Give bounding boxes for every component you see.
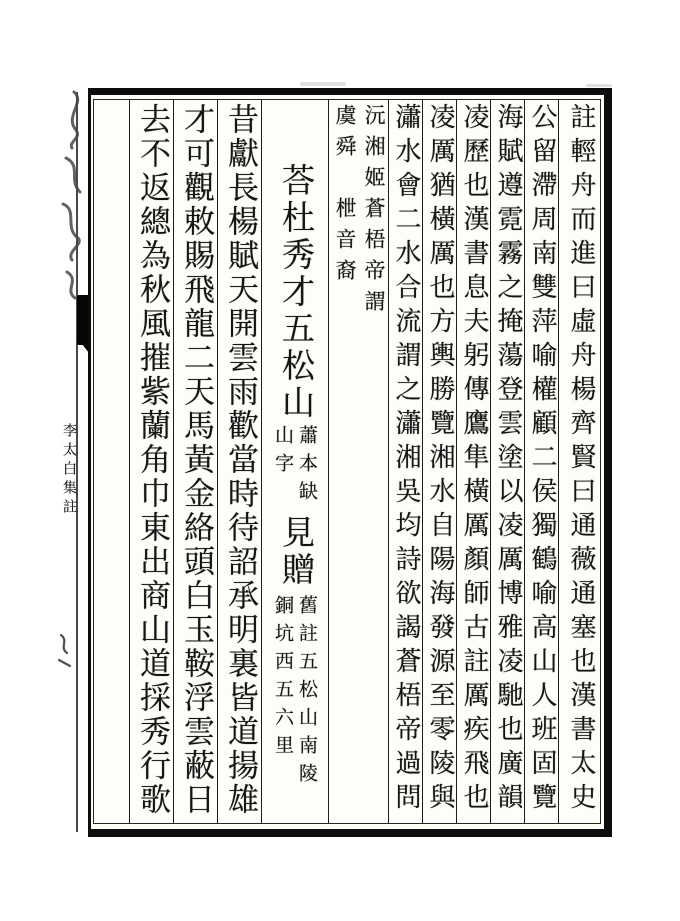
- page-frame: [88, 88, 612, 837]
- column-annotation-3: 海賦遵霓霧之掩蕩登雲塗以凌厲博雅凌馳也廣韻: [491, 100, 525, 823]
- note-line: 蕭本缺: [296, 425, 318, 509]
- column-annotation-2: 公留滯周南雙萍喻權顧二侯獨鶴喻高山人班固覽: [525, 100, 559, 823]
- scan-smudge: [300, 82, 346, 86]
- inline-note: [271, 425, 319, 509]
- poem-title-text: 荅杜秀才五松山: [277, 163, 316, 422]
- column-verse-3: 去不返總為秋風摧紫蘭角巾東出商山道採秀行歌: [130, 100, 174, 823]
- note-line: 山字: [272, 425, 294, 481]
- column-annotation-5: 凌厲猶橫厲也方輿勝覽湘水自陽海發源至零陵與: [423, 100, 457, 823]
- collation-mark: [56, 632, 76, 672]
- spine-title: 李太白集註: [61, 423, 77, 518]
- inline-note: [271, 595, 319, 791]
- column-verse-1: 昔獻長楊賦天開雲雨歡當時待詔承明裏皆道揚雄: [218, 100, 262, 823]
- column-annotation-6: 瀟水會二水合流謂之瀟湘吳均詩欲謁蒼梧帝過問: [389, 100, 423, 823]
- column-blank: [94, 100, 130, 823]
- column-annotation-7-small: [329, 100, 389, 823]
- gloss-line: 沅湘姬蒼梧帝謂: [362, 104, 386, 321]
- scan-smudge: [586, 84, 612, 87]
- text-columns: [93, 99, 601, 824]
- column-annotation-4: 凌歷也漢書息夫躬傳鷹隼橫厲顏師古註厲疾飛也: [457, 100, 491, 823]
- column-verse-2: 才可觀敕賜飛龍二天馬黃金絡頭白玉鞍浮雲蔽日: [174, 100, 218, 823]
- gloss-line: 虞舜 枻音裔: [333, 104, 357, 290]
- note-line: 舊註五松山南陵: [296, 595, 318, 791]
- column-poem-title: [262, 100, 329, 823]
- note-line: 銅坑西五六里: [272, 595, 294, 763]
- column-annotation-1: 註輕舟而進曰虛舟楊齊賢曰通薇通塞也漢書太史: [566, 103, 596, 817]
- poem-title-text: 見贈: [277, 515, 316, 589]
